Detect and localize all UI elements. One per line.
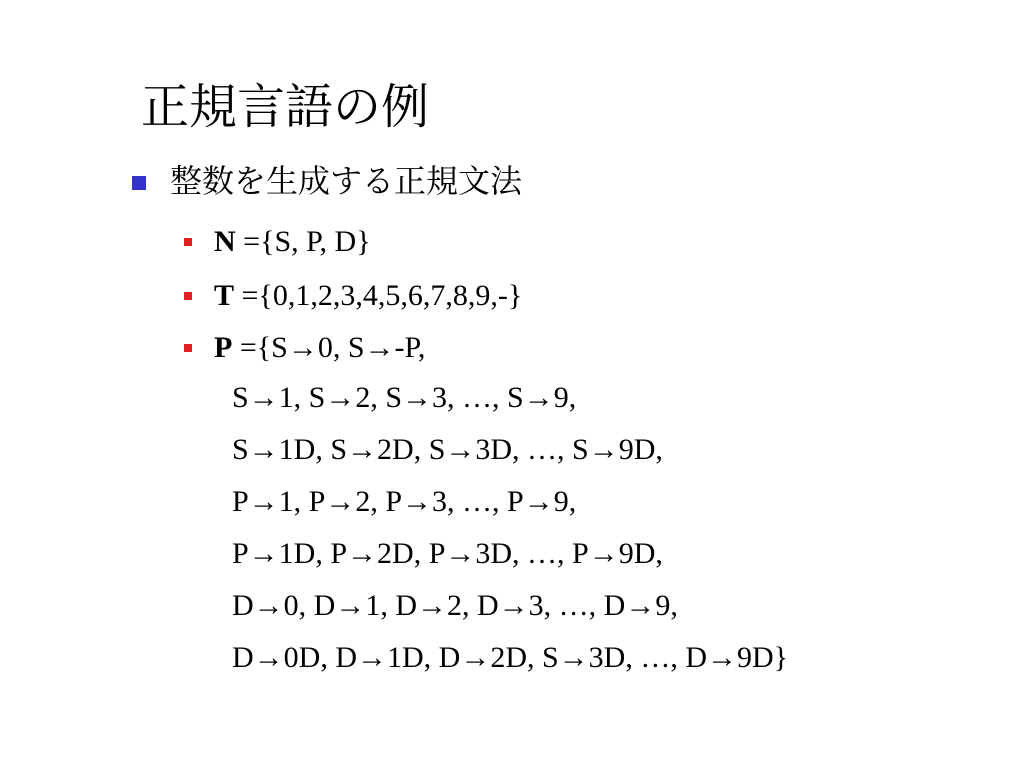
square-bullet-icon <box>184 344 192 352</box>
square-bullet-icon <box>184 292 192 300</box>
set-definition: ={S, P, D} <box>235 225 371 258</box>
production-line: D→0, D→1, D→2, D→3, …, D→9, <box>232 589 678 622</box>
set-definition: ={S→0, S→-P, <box>232 331 426 364</box>
production-line: P→1D, P→2D, P→3D, …, P→9D, <box>232 537 663 570</box>
bullet-text: 整数を生成する正規文法 <box>170 162 523 200</box>
production-line: S→1, S→2, S→3, …, S→9, <box>232 381 577 414</box>
slide-title: 正規言語の例 <box>141 79 430 135</box>
set-label: T <box>214 279 235 312</box>
square-bullet-icon <box>184 238 192 246</box>
square-bullet-icon <box>132 176 146 190</box>
production-line: P→1, P→2, P→3, …, P→9, <box>232 485 577 518</box>
bullet-text <box>214 328 425 368</box>
set-label: P <box>214 331 233 364</box>
bullet-text <box>214 276 522 316</box>
production-line: S→1D, S→2D, S→3D, …, S→9D, <box>232 433 663 466</box>
bullet-text <box>214 222 371 262</box>
set-label: N <box>214 225 236 258</box>
production-line: D→0D, D→1D, D→2D, S→3D, …, D→9D} <box>232 641 789 674</box>
set-definition: ={0,1,2,3,4,5,6,7,8,9,-} <box>234 279 523 312</box>
